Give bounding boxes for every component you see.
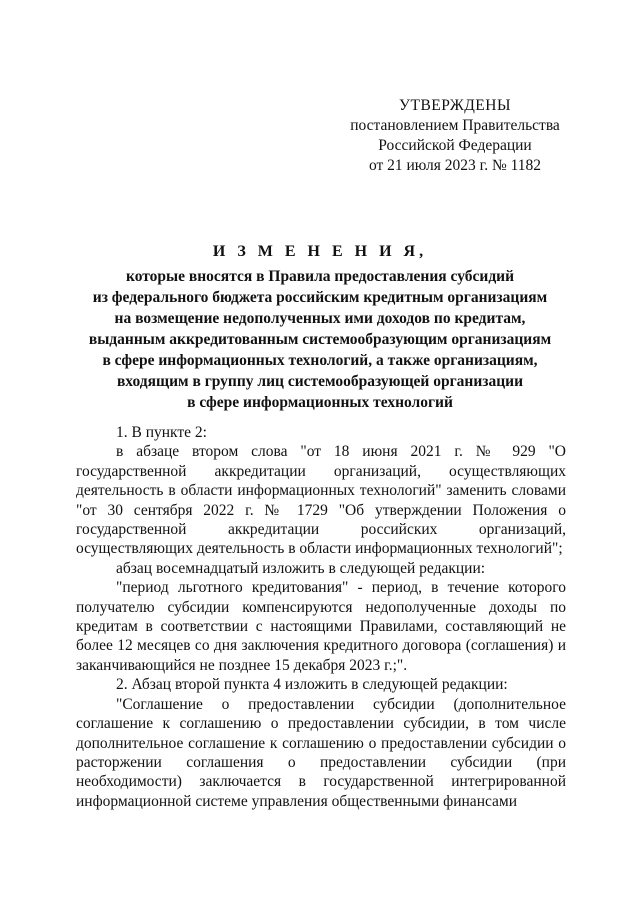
subtitle-line: которые вносятся в Правила предоставления субсидий — [125, 268, 515, 285]
approval-stamp: УТВЕРЖДЕНЫ — [399, 97, 511, 114]
subtitle-line: в сфере информационных технологий, а также организациям, — [102, 352, 538, 369]
paragraph-item-1-subparagraph-b: абзац восемнадцатый изложить в следующей редакции: — [116, 559, 486, 577]
approval-line-3: от 21 июля 2023 г. № 1182 — [368, 157, 542, 174]
subtitle-line: в сфере информационных технологий — [187, 394, 453, 411]
approval-line-1: постановлением Правительства — [350, 117, 560, 134]
approval-block — [340, 96, 570, 176]
paragraph-item-1: 1. В пункте 2: — [116, 424, 207, 441]
document-body — [76, 423, 566, 811]
approval-line-2: Российской Федерации — [378, 137, 532, 154]
subtitle-line: на возмещение недополученных ими доходов по кредитам, — [114, 310, 526, 327]
subtitle-line: из федерального бюджета российским кредитным организациям — [92, 289, 548, 306]
paragraph-item-2: 2. Абзац второй пункта 4 изложить в следующей редакции: — [116, 676, 508, 694]
subtitle-line: выданным аккредитованным системообразующим организациям — [88, 331, 552, 348]
paragraph-quoted-definition: "период льготного кредитования" - период, в течение которого получателю субсидии компенсируются недополученные доходы по кредитам в соответствии с настоящими Правилами, составляющий не более 12 месяцев со дня заключения кредитного договора (соглашения) и заканчивающийся не позднее 15 декабря 2023 г.;". — [76, 579, 566, 674]
document-title: И З М Е Н Е Н И Я, — [212, 243, 428, 260]
paragraph-quoted-agreement: "Соглашение о предоставлении субсидии (дополнительное соглашение к соглашению о предоставлении субсидии, в том числе дополнительное соглашение к соглашению о предоставлении субсидии о расторжении соглашения о предоставлении субсидии (при необходимости) заключается в государственной интегрированной информационной системе управления общественными финансами — [76, 695, 566, 810]
subtitle-line: входящим в группу лиц системообразующей организации — [116, 373, 524, 390]
paragraph-item-1-subparagraph-a: в абзаце втором слова "от 18 июня 2021 г. № 929 "О государственной аккредитации организаций, осуществляющих деятельность в области информационных технологий" заменить словами "от 30 сентября 2022 г. № 1729 "Об утверждении Положения о государственной аккредитации российских организаций, осуществляющих деятельность в области информационных технологий"; — [76, 443, 566, 558]
heading-block — [70, 243, 570, 413]
